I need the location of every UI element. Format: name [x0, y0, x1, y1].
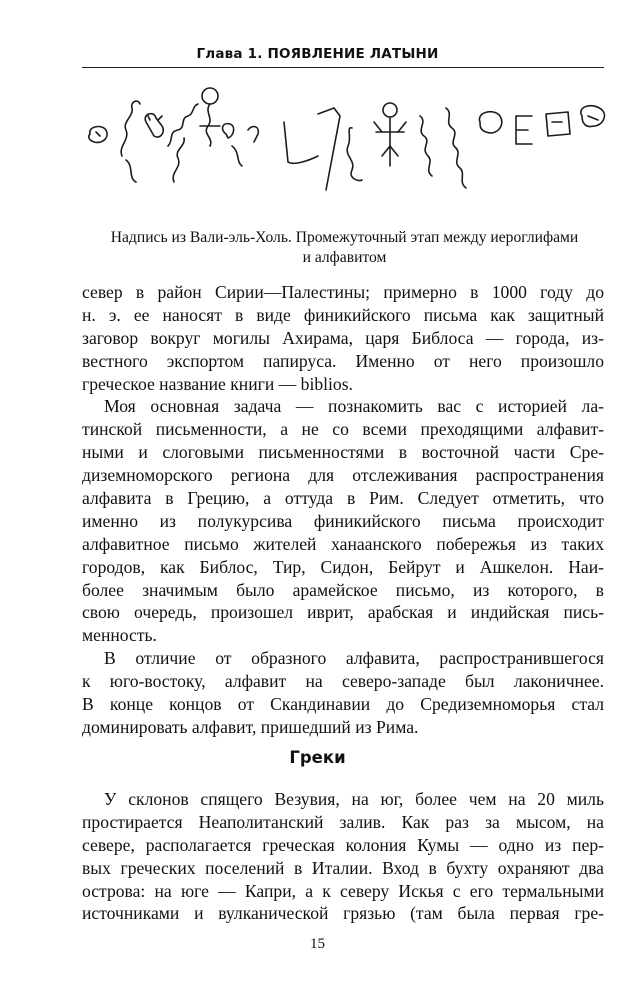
- text-line: именно из полукурсива финикийского письма происходит: [82, 510, 604, 531]
- text-line: севере, располагается греческая колония Кумы — одно из пер-: [82, 834, 604, 855]
- header-rule: [82, 67, 604, 68]
- caption-line: Надпись из Вали-эль-Холь. Промежуточный этап между иероглифами: [110, 229, 579, 246]
- text-line: менность.: [82, 625, 157, 646]
- text-line: греческое название книги — biblios.: [82, 373, 353, 394]
- body-text-bottom: [82, 788, 604, 925]
- text-line: диземноморского региона для отслеживания распространения: [82, 465, 604, 486]
- text-line: У склонов спящего Везувия, на юг, более чем на 20 миль: [104, 789, 604, 809]
- text-line: источниками и вулканической грязью (там была первая гре-: [82, 903, 604, 924]
- text-line: простирается Неаполитанский залив. Как раз за мысом, на: [82, 811, 604, 832]
- running-head: Глава 1. ПОЯВЛЕНИЕ ЛАТЫНИ: [196, 46, 439, 62]
- text-line: алфавита в Грецию, а оттуда в Рим. Следует отметить, что: [82, 488, 604, 509]
- figure-caption: [82, 228, 607, 268]
- text-line: доминировать алфавит, пришедший из Рима.: [82, 716, 419, 737]
- text-line: вых греческих поселений в Италии. Вход в бухту охраняют два: [82, 857, 604, 878]
- body-text-top: [82, 281, 604, 739]
- text-line: ными и слоговыми письменностями в восточной части Сре-: [82, 442, 604, 463]
- text-line: городов, как Библос, Тир, Сидон, Бейрут и Ашкелон. Наи-: [82, 556, 604, 577]
- text-line: вестного экспортом папируса. Именно от него произошло: [82, 350, 604, 371]
- text-line: более значимым было арамейское письмо, из которого, в: [82, 579, 604, 600]
- proto-alphabet-inscription-icon: [82, 86, 607, 206]
- section-title: Греки: [289, 748, 346, 767]
- text-line: Моя основная задача — познакомить вас с историей ла-: [104, 396, 604, 417]
- text-line: к юго-востоку, алфавит на северо-западе был лаконичнее.: [82, 671, 604, 692]
- text-line: заговор вокруг могилы Ахирама, царя Библоса — города, из-: [82, 327, 604, 348]
- text-line: острова: на юге — Капри, а к северу Искья с его термальными: [82, 880, 604, 901]
- text-line: В конце концов от Скандинавии до Средиземноморья стал: [82, 694, 604, 715]
- text-line: алфавитное письмо жителей ханаанского побережья из таких: [82, 533, 604, 554]
- text-line: тинской письменности, а не со всеми преходящими алфавит-: [82, 419, 604, 440]
- text-line: свою очередь, произошел иврит, арабская и индийская пись-: [82, 602, 604, 623]
- text-line: север в район Сирии—Палестины; примерно в 1000 году до: [82, 282, 604, 302]
- caption-line: и алфавитом: [302, 249, 387, 266]
- text-line: н. э. ее наносят в виде финикийского письма как защитный: [82, 304, 604, 325]
- page-number: 15: [310, 936, 325, 952]
- text-line: В отличие от образного алфавита, распространившегося: [104, 648, 604, 669]
